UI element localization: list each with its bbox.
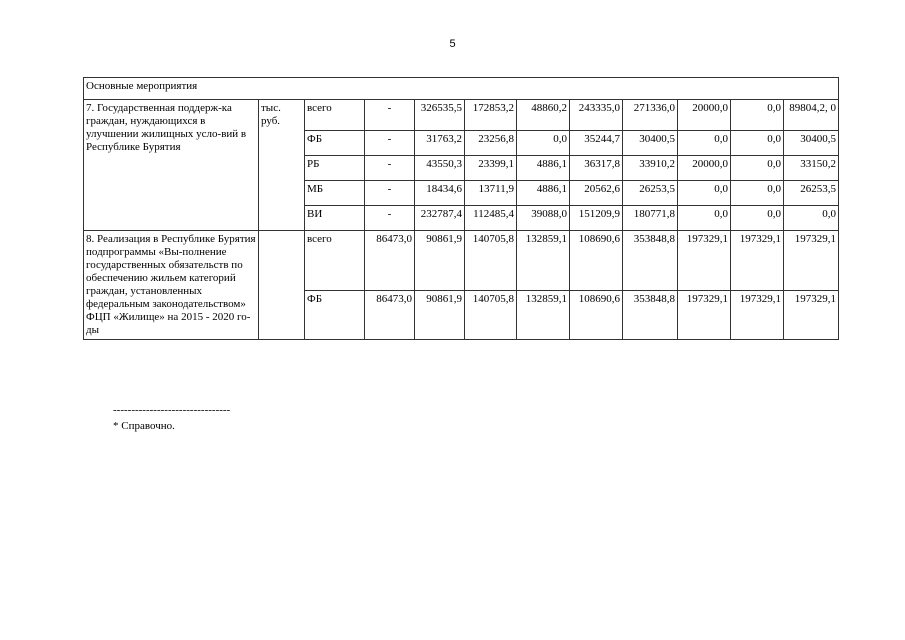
value-cell: - [365, 100, 415, 131]
value-cell: 26253,5 [784, 181, 839, 206]
value-cell: 132859,1 [517, 291, 570, 340]
value-cell: 197329,1 [731, 291, 784, 340]
value-cell: 132859,1 [517, 231, 570, 291]
unit-cell: тыс. руб. [259, 100, 305, 231]
value-cell: 86473,0 [365, 291, 415, 340]
value-cell: 197329,1 [784, 291, 839, 340]
value-cell: 326535,5 [415, 100, 465, 131]
value-cell: 39088,0 [517, 206, 570, 231]
funding-source: ФБ [305, 291, 365, 340]
value-cell: 90861,9 [415, 291, 465, 340]
funding-source: всего [305, 231, 365, 291]
value-cell: 232787,4 [415, 206, 465, 231]
value-cell: 43550,3 [415, 156, 465, 181]
unit-cell [259, 231, 305, 340]
value-cell: 23399,1 [465, 156, 517, 181]
value-cell: 20562,6 [570, 181, 623, 206]
measure-name: 8. Реализация в Республике Бурятия подпрограммы «Вы-полнение государственных обязательств по обеспечению жильем категорий граждан, установленных федеральным законодательством» ФЦП «Жилище» на 2015 - 2020 го-ды [84, 231, 259, 340]
value-cell: 0,0 [731, 100, 784, 131]
value-cell: 243335,0 [570, 100, 623, 131]
program-table [83, 77, 839, 340]
value-cell: 20000,0 [678, 100, 731, 131]
value-cell: 0,0 [517, 131, 570, 156]
value-cell: 33910,2 [623, 156, 678, 181]
value-cell: 35244,7 [570, 131, 623, 156]
value-cell: 271336,0 [623, 100, 678, 131]
value-cell: 140705,8 [465, 231, 517, 291]
footnote-text: * Справочно. [113, 420, 175, 432]
funding-source: ФБ [305, 131, 365, 156]
value-cell: 180771,8 [623, 206, 678, 231]
value-cell: 26253,5 [623, 181, 678, 206]
value-cell: 90861,9 [415, 231, 465, 291]
value-cell: 108690,6 [570, 231, 623, 291]
table-row [84, 100, 839, 131]
value-cell: 140705,8 [465, 291, 517, 340]
value-cell: 112485,4 [465, 206, 517, 231]
measure-name: 7. Государственная поддерж-ка граждан, нуждающихся в улучшении жилищных усло-вий в Республике Бурятия [84, 100, 259, 231]
value-cell: 197329,1 [678, 291, 731, 340]
value-cell: 30400,5 [784, 131, 839, 156]
value-cell: 86473,0 [365, 231, 415, 291]
value-cell: 30400,5 [623, 131, 678, 156]
value-cell: 18434,6 [415, 181, 465, 206]
value-cell: 4886,1 [517, 181, 570, 206]
value-cell: 197329,1 [678, 231, 731, 291]
value-cell: 20000,0 [678, 156, 731, 181]
value-cell: 353848,8 [623, 231, 678, 291]
value-cell: 0,0 [678, 181, 731, 206]
value-cell: - [365, 156, 415, 181]
value-cell: 48860,2 [517, 100, 570, 131]
value-cell: 4886,1 [517, 156, 570, 181]
funding-source: ВИ [305, 206, 365, 231]
value-cell: - [365, 131, 415, 156]
funding-source: РБ [305, 156, 365, 181]
value-cell: 0,0 [678, 131, 731, 156]
page-number: 5 [449, 38, 456, 50]
table-row [84, 231, 839, 291]
value-cell: 0,0 [731, 206, 784, 231]
value-cell: 108690,6 [570, 291, 623, 340]
footnote [113, 404, 230, 432]
value-cell: 151209,9 [570, 206, 623, 231]
value-cell: 0,0 [731, 156, 784, 181]
value-cell: 33150,2 [784, 156, 839, 181]
value-cell: 89804,2, 0 [784, 100, 839, 131]
value-cell: 36317,8 [570, 156, 623, 181]
funding-source: МБ [305, 181, 365, 206]
value-cell: 0,0 [731, 131, 784, 156]
value-cell: 197329,1 [784, 231, 839, 291]
value-cell: 0,0 [784, 206, 839, 231]
footnote-rule: -------------------------------- [113, 404, 231, 416]
value-cell: 31763,2 [415, 131, 465, 156]
value-cell: 353848,8 [623, 291, 678, 340]
value-cell: 0,0 [731, 181, 784, 206]
value-cell: - [365, 181, 415, 206]
value-cell: 197329,1 [731, 231, 784, 291]
value-cell: - [365, 206, 415, 231]
value-cell: 23256,8 [465, 131, 517, 156]
value-cell: 0,0 [678, 206, 731, 231]
funding-source: всего [305, 100, 365, 131]
value-cell: 172853,2 [465, 100, 517, 131]
value-cell: 13711,9 [465, 181, 517, 206]
section-heading: Основные мероприятия [84, 78, 839, 100]
